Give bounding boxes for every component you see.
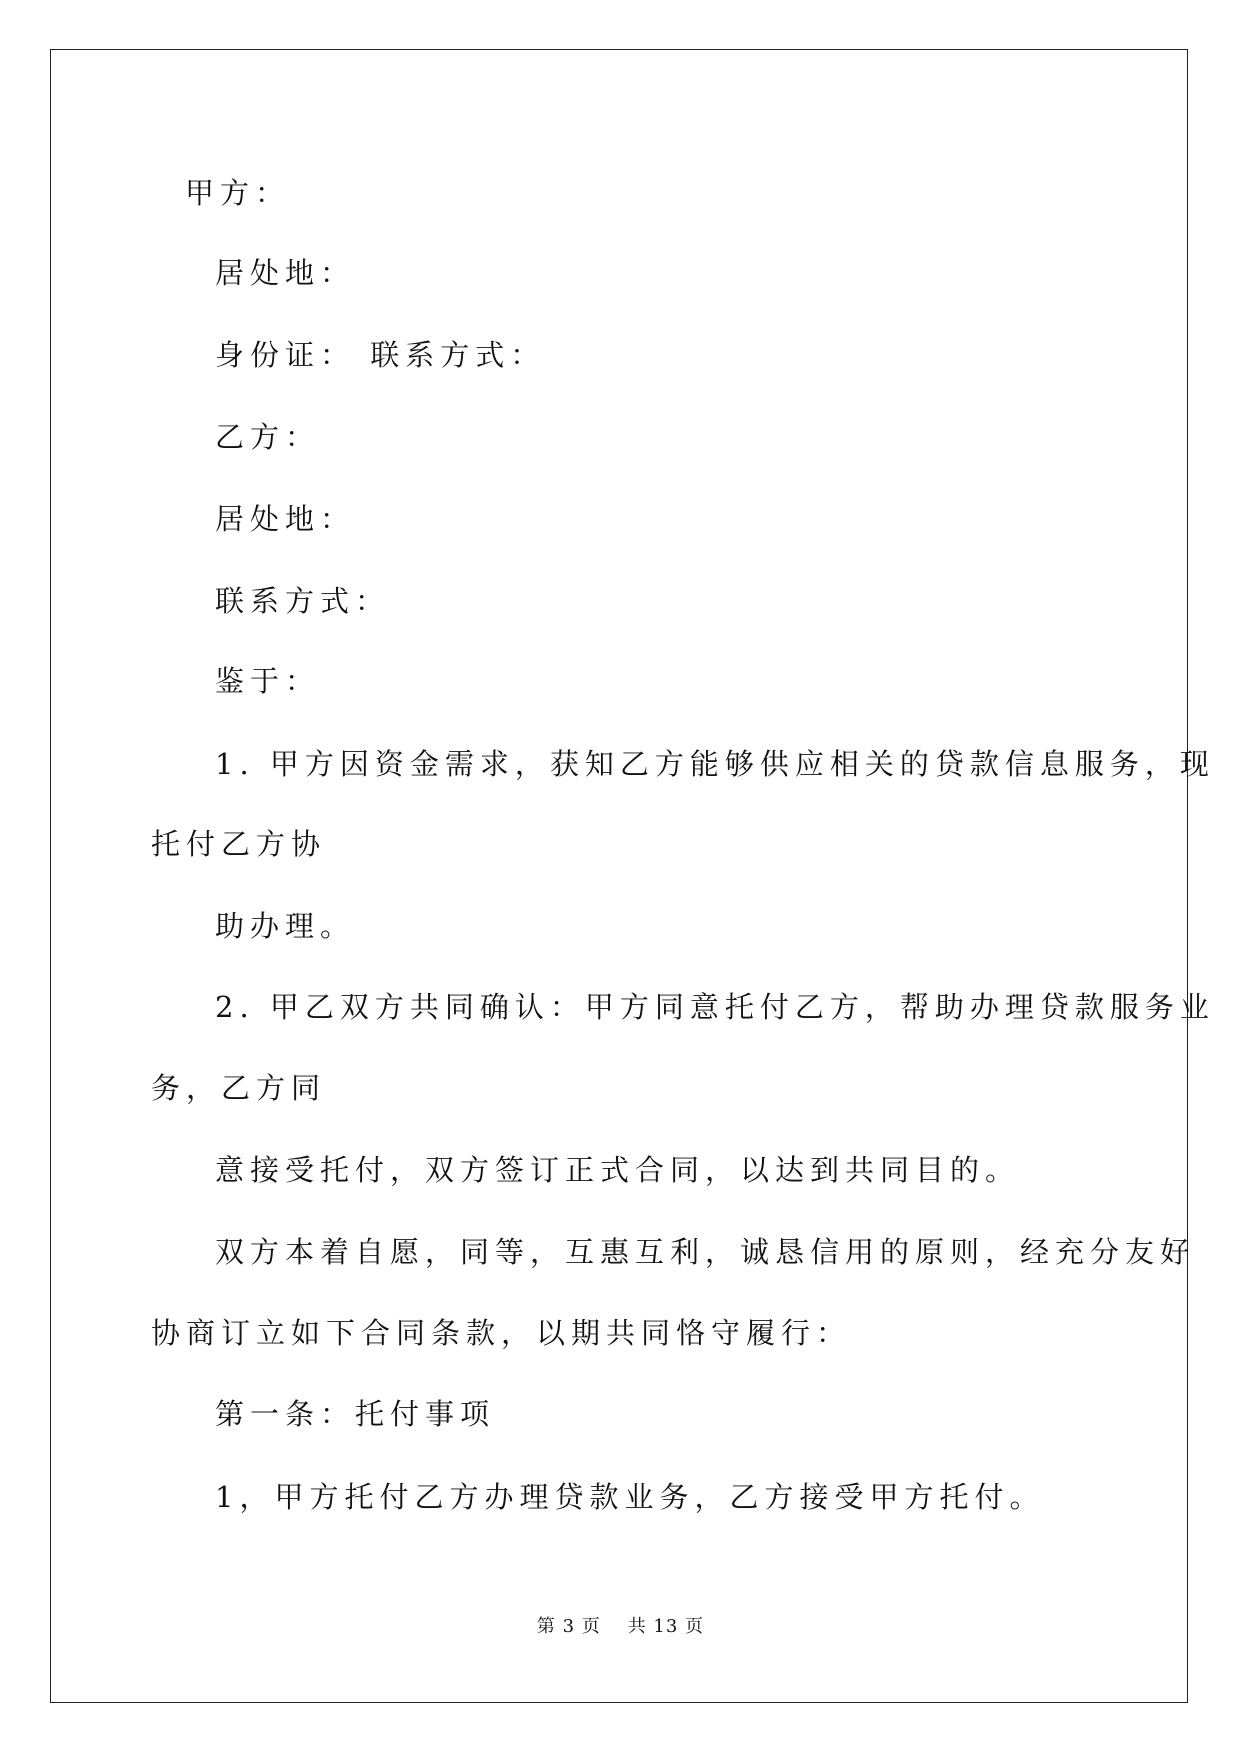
page-number-footer: 第 3 页 共 13 页: [536, 1616, 705, 1637]
party-b-contact: 联系方式：: [215, 584, 391, 618]
principles-line-2: 协商订立如下合同条款，以期共同恪守履行：: [151, 1316, 852, 1350]
whereas-item-2-line-2: 务，乙方同: [151, 1071, 327, 1105]
party-a-id-contact: 身份证： 联系方式：: [215, 338, 546, 372]
whereas-item-2-line-3: 意接受托付，双方签订正式合同，以达到共同目的。: [215, 1153, 1021, 1187]
page-border: [50, 49, 1188, 1703]
whereas-item-1-line-2: 托付乙方协: [151, 827, 327, 861]
whereas-item-1-line-1: 1. 甲方因资金需求，获知乙方能够供应相关的贷款信息服务，现: [215, 747, 1215, 781]
article-1-clause-1: 1，甲方托付乙方办理贷款业务，乙方接受甲方托付。: [215, 1480, 1045, 1514]
party-b-address: 居处地：: [215, 502, 356, 536]
principles-line-1: 双方本着自愿，同等，互惠互利，诚恳信用的原则，经充分友好: [215, 1235, 1196, 1269]
party-a-label: 甲方：: [185, 176, 291, 210]
article-1-heading: 第一条：托付事项: [215, 1397, 496, 1431]
whereas-item-1-line-3: 助办理。: [215, 909, 356, 943]
whereas-item-2-line-1: 2. 甲乙双方共同确认：甲方同意托付乙方，帮助办理贷款服务业: [215, 990, 1215, 1024]
whereas-heading: 鉴于：: [215, 664, 321, 698]
party-a-address: 居处地：: [215, 256, 356, 290]
party-b-label: 乙方：: [215, 420, 321, 454]
